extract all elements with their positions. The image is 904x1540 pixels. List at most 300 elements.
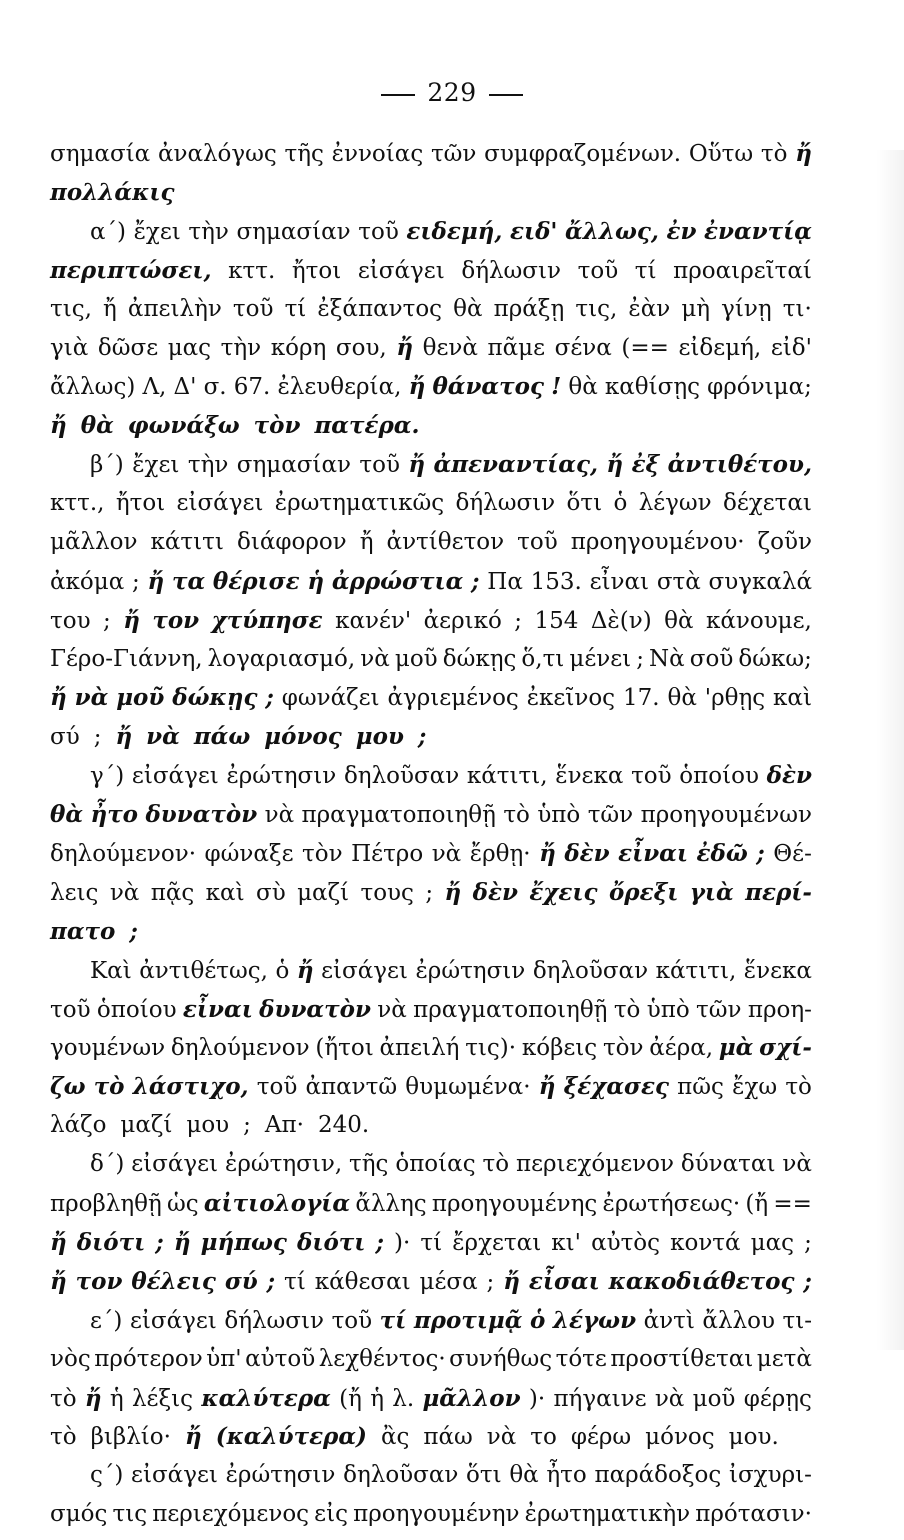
word: θὰ (453, 295, 483, 322)
emphasized-word: τον (75, 1267, 123, 1295)
emphasized-word: ἤ (50, 684, 67, 712)
word: συμφραζομένων. (484, 141, 682, 167)
word: προηγουμένην (353, 1501, 520, 1528)
word: ἔρθῃ· (469, 841, 531, 868)
text-line (50, 1073, 812, 1112)
word: προηγουμένων (640, 802, 812, 829)
word: γουμένων (50, 1035, 166, 1062)
emphasized-word: ειδ' (509, 217, 558, 245)
emphasized-word: προτιμᾷ (413, 1306, 523, 1334)
word: τις (112, 1501, 148, 1528)
word: προαιρεῖταί (673, 257, 812, 284)
emphasized-word: ἤ (444, 878, 462, 906)
word: τὸν (302, 841, 343, 868)
word: ἀντίθετον (386, 528, 505, 555)
word: λεις (50, 879, 99, 906)
emphasized-word: ἐξ (631, 451, 660, 479)
emphasized-word: εἶσαι (528, 1267, 600, 1295)
emphasized-word: πάω (193, 723, 251, 751)
emphasized-word: ; (129, 917, 138, 945)
word: τὴν (187, 452, 229, 479)
page-number (0, 78, 904, 107)
text-line (50, 1268, 812, 1307)
word: θὰ (667, 685, 697, 712)
emphasized-word: ; (266, 1267, 276, 1295)
word: δήλωσιν (224, 1307, 325, 1334)
word: τὸ (503, 802, 530, 829)
word: τὸ (50, 1385, 77, 1412)
word: φώναξε (204, 841, 294, 868)
emphasized-word: ; (756, 840, 765, 868)
word: θὰ (568, 374, 598, 401)
emphasized-word: ὁ (530, 1306, 546, 1334)
word: ; (93, 724, 102, 751)
word: σύ (50, 724, 80, 751)
word: σ. (203, 374, 227, 401)
emphasized-word: μᾶλλον (422, 1384, 521, 1412)
emphasized-word: τα (171, 567, 206, 595)
word: κττ., (50, 490, 105, 517)
word: ἔχει (133, 218, 181, 245)
word: δηλοῦσαν (532, 957, 649, 984)
word: εἰσάγει (321, 957, 408, 984)
word: δύναται (680, 1151, 776, 1178)
word: ἀπειλὴν (127, 295, 222, 322)
emphasized-word: ἤ (123, 606, 140, 634)
word: ὁποίου (96, 996, 177, 1023)
word: νὸς (50, 1345, 91, 1372)
emphasized-word: θέρισε (212, 567, 300, 595)
word: Πα (487, 568, 523, 595)
word: Γέρο-Γιάννη, (50, 645, 203, 672)
emphasized-word: λάστιχο, (132, 1073, 249, 1101)
emphasized-word: πολλάκις (50, 178, 175, 206)
emphasized-word: καλύτερα (201, 1384, 331, 1412)
emphasized-word: ξέχασες (563, 1073, 669, 1101)
text-line (50, 1385, 812, 1424)
word: θὰ (509, 1462, 539, 1489)
word: λεχθέντος· (318, 1345, 446, 1372)
word: Δὲ(ν) (590, 607, 652, 634)
word: μου. (728, 1424, 779, 1451)
word: Πέτρο (351, 841, 424, 868)
page-number-value: 229 (427, 78, 477, 107)
word: τῶν (696, 996, 742, 1023)
word: κάτιτι, (466, 763, 548, 790)
emphasized-word: ; (155, 1228, 164, 1256)
text-line (50, 1462, 812, 1501)
word: νὰ (782, 1151, 812, 1178)
emphasized-word: πατέρα. (314, 412, 420, 440)
body-text (50, 140, 812, 1540)
word: αὐτοῦ (245, 1345, 316, 1372)
word: ἐκεῖνος (526, 685, 616, 712)
emphasized-word: ἤ (606, 451, 624, 479)
word: κόρη (270, 335, 327, 362)
word: δώκω; (738, 645, 812, 672)
word: ζοῦν (757, 528, 812, 555)
emphasized-word: ἀπεναντίας, (433, 451, 598, 479)
word: τὸ (482, 1151, 510, 1178)
word: ἀναλόγως (157, 141, 277, 167)
emphasized-word: τον (152, 606, 200, 634)
word: αὐτὸς (591, 1229, 661, 1256)
word: πᾶμε (487, 335, 546, 362)
word: συγκαλά (708, 568, 812, 595)
word: τοῦ (331, 1307, 373, 1334)
word: == (773, 1191, 812, 1218)
emphasized-word: περί- (745, 878, 812, 906)
word: ; (103, 607, 111, 634)
word: πήγαινε (553, 1385, 647, 1412)
word: νὰ (654, 1385, 685, 1412)
word: τοῦ (256, 1074, 298, 1101)
word: ἰσχυρι- (728, 1462, 812, 1489)
word: τοῦ (517, 528, 558, 555)
word: μετὰ (756, 1345, 812, 1372)
word: τις)· (465, 1035, 517, 1062)
word: τὸ (760, 141, 788, 167)
word: φέρω (570, 1424, 632, 1451)
emphasized-word: ἄλλως, (565, 217, 659, 245)
word: ; (636, 645, 644, 672)
text-line (50, 1190, 812, 1229)
word: 'ρθῃς (704, 685, 766, 712)
word: τί (284, 1268, 306, 1295)
word: ἐρώτησιν, (225, 1151, 343, 1178)
word: δέχεται (723, 490, 812, 517)
text-line (50, 1501, 812, 1540)
emphasized-word: ὄρεξι (608, 878, 679, 906)
word: τὴν (220, 335, 262, 362)
word: ὡς (166, 1191, 199, 1218)
word: σένα (554, 335, 612, 362)
emphasized-word: αἰτιολογία (203, 1190, 351, 1218)
word: τοῦ (232, 295, 274, 322)
word: δ΄) (90, 1151, 125, 1178)
word: τοῦ (577, 257, 619, 284)
word: μέσα (419, 1268, 478, 1295)
word: (ἤ (339, 1385, 362, 1412)
emphasized-word: νὰ (74, 684, 109, 712)
word: μαζί (120, 1112, 173, 1139)
emphasized-word: (καλύτερα) (215, 1423, 367, 1451)
word: ἔρχεται (452, 1229, 542, 1256)
emphasized-word: ἤ (173, 1228, 191, 1256)
text-line (50, 334, 812, 373)
word: ἡ (109, 1385, 124, 1412)
word: τί (634, 257, 657, 284)
word: ὁ (613, 490, 628, 517)
word: νὰ (486, 1424, 517, 1451)
word: κάνουμε, (705, 607, 812, 634)
word: το (530, 1424, 557, 1451)
word: ἄλλης (355, 1191, 427, 1218)
emphasized-word: γιὰ (689, 878, 734, 906)
emphasized-word: ἤ (296, 956, 314, 984)
word: συνήθως (449, 1345, 553, 1372)
word: Απ· (264, 1112, 304, 1139)
word: ἀντὶ (643, 1307, 695, 1334)
word: πρότερον (94, 1345, 203, 1372)
word: 154 (534, 607, 579, 634)
page-number-dash-right (489, 94, 523, 96)
bleed-through-shadow (876, 150, 904, 1350)
emphasized-word: ἤ (50, 1228, 67, 1256)
word: ; (131, 568, 140, 595)
word: κάθεσαι (314, 1268, 411, 1295)
word: σημασίαν (236, 218, 351, 245)
emphasized-word: ἤ (50, 412, 67, 440)
word: λ. (392, 1385, 415, 1412)
word: ς΄) (90, 1462, 124, 1489)
word: μὴ (681, 295, 711, 322)
word: ἄλλως) (50, 374, 136, 401)
emphasized-word: ; (375, 1228, 384, 1256)
word: μου (186, 1112, 230, 1139)
emphasized-word: ἤ (408, 451, 426, 479)
word: ὑπ' (206, 1345, 242, 1372)
emphasized-word: ἤ (538, 1073, 556, 1101)
emphasized-word: θέλεις (131, 1267, 216, 1295)
word: ὁποίου (679, 763, 759, 790)
word: σὺ (256, 879, 286, 906)
word: δηλούμενον· (50, 841, 197, 868)
word: ἀέρα, (649, 1035, 714, 1062)
word: ἐλευθερία, (277, 374, 402, 401)
word: ἔχει (132, 452, 180, 479)
word: (== (621, 335, 669, 362)
word: θενὰ (422, 335, 478, 362)
word: τοῦ (631, 763, 672, 790)
word: ἄλλου (702, 1307, 775, 1334)
word: ἀερικό (423, 607, 502, 634)
word: φωνάζει (281, 685, 380, 712)
text-line (50, 762, 812, 801)
word: εἰσάγει (357, 257, 445, 284)
word: τις, (575, 295, 618, 322)
word: μας (750, 1229, 794, 1256)
emphasized-word: δὲν (472, 878, 518, 906)
text-line (50, 840, 812, 879)
word: του (50, 607, 91, 634)
emphasized-word: μοῦ (116, 684, 165, 712)
word: ὑπὸ (537, 802, 581, 829)
word: ἤτοι (291, 257, 342, 284)
emphasized-word: μόνος (264, 723, 342, 751)
word: τί (420, 1229, 443, 1256)
word: τὸ (785, 1074, 812, 1101)
word: πάω (423, 1424, 473, 1451)
emphasized-word: ἤ (503, 1267, 520, 1295)
emphasized-word: ; (417, 723, 427, 751)
page-number-dash-left (381, 94, 415, 96)
word: δῶσε (97, 335, 159, 362)
word: πραγματοποιηθῇ (301, 802, 496, 829)
word: τότε (555, 1345, 607, 1372)
emphasized-word: ειδεμή, (406, 217, 503, 245)
word: ὅ,τι (521, 645, 565, 672)
text-line (50, 801, 812, 840)
word: κοντά (670, 1229, 741, 1256)
word: ἐρωτηματικῶς (274, 490, 445, 517)
word: (ἤτοι (315, 1035, 374, 1062)
word: Θέ- (773, 841, 812, 868)
emphasized-word: μὰ (718, 1034, 754, 1062)
word: ἡ (370, 1385, 384, 1412)
emphasized-word: μήπως (200, 1228, 287, 1256)
word: νὰ (377, 996, 407, 1023)
word: νὰ (109, 879, 140, 906)
word: κάτιτι, (655, 957, 737, 984)
word: γίνῃ (721, 295, 772, 322)
word: κανέν' (335, 607, 412, 634)
text-line (50, 684, 812, 723)
word: 240. (317, 1112, 370, 1139)
emphasized-word: ; (265, 684, 274, 712)
word: νὰ (360, 645, 390, 672)
emphasized-word: ζω (50, 1073, 86, 1101)
word: ἀπειλή (379, 1035, 460, 1062)
text-line (50, 257, 812, 296)
word: πῶς (677, 1074, 724, 1101)
word: ἀγριεμένος (387, 685, 519, 712)
word: μᾶλλον (50, 528, 138, 555)
word: τῆς (284, 141, 324, 167)
word: ὑπὸ (646, 996, 690, 1023)
word: κάτιτι (150, 528, 224, 555)
word: φέρῃς (743, 1385, 812, 1412)
word: μοῦ (394, 645, 438, 672)
word: ; (425, 879, 434, 906)
word: παράδοξος (594, 1462, 722, 1489)
word: μένει (569, 645, 632, 672)
word: τῆς (349, 1151, 389, 1178)
word: θὰ (664, 607, 694, 634)
word: δηλούμενον (170, 1035, 310, 1062)
word: περιεχόμενος (152, 1501, 310, 1528)
word: Οὕτω (688, 141, 754, 167)
text-line (50, 996, 812, 1035)
word: τοῦ (50, 996, 91, 1023)
word: )· (528, 1385, 546, 1412)
word: ἐξάπαντος (317, 295, 443, 322)
emphasized-word: θὰ (80, 412, 114, 440)
word: εἰσάγει (176, 490, 264, 517)
word: ἐρώτησιν (225, 1462, 336, 1489)
emphasized-word: δώκῃς (172, 684, 258, 712)
word: εἰδεμή, (678, 335, 762, 362)
word: ; (514, 607, 523, 634)
emphasized-word: μου (355, 723, 404, 751)
word: προστίθεται (610, 1345, 754, 1372)
text-line (50, 1346, 812, 1385)
emphasized-word: δυνατὸν (259, 995, 371, 1023)
word: )· (394, 1229, 411, 1256)
text-line (50, 1151, 812, 1190)
emphasized-word: τὸν (253, 412, 301, 440)
word: εἰσάγει (131, 763, 219, 790)
word: ὁποίας (395, 1151, 476, 1178)
word: 17. (622, 685, 660, 712)
emphasized-word: λέγων (552, 1306, 637, 1334)
emphasized-word: νὰ (146, 723, 180, 751)
word: τοῦ (358, 218, 399, 245)
word: μας (167, 335, 212, 362)
word: θυμωμένα· (405, 1074, 531, 1101)
word: τοῦ (359, 452, 400, 479)
word: εἰδ' (770, 335, 812, 362)
word: Καὶ (90, 957, 132, 984)
emphasized-word: ἡ (307, 567, 325, 595)
word: τὸ (50, 1424, 77, 1451)
word: ἦτο (546, 1462, 587, 1489)
word: τῶν (430, 141, 477, 167)
word: δώκῃς (442, 645, 517, 672)
word: καὶ (205, 879, 245, 906)
word: ἀπαντῶ (305, 1074, 398, 1101)
emphasized-word: δυνατὸν (145, 801, 258, 829)
word: τῶν (587, 802, 634, 829)
word: τι· (782, 295, 812, 322)
word: τὸν (602, 1035, 644, 1062)
word: πραγματοποιηθῇ (413, 996, 608, 1023)
word: τὴν (188, 218, 229, 245)
emphasized-word: ἤ (396, 334, 414, 362)
word: σημασίαν (236, 452, 351, 479)
emphasized-word: ἀρρώστια (331, 567, 464, 595)
text-line (50, 412, 812, 451)
emphasized-word: θάνατος (432, 373, 544, 401)
word: Νὰ (649, 645, 685, 672)
word: κι' (551, 1229, 581, 1256)
emphasized-word: ἤ (84, 1384, 102, 1412)
word: πᾷς (150, 879, 195, 906)
word: σμός (50, 1501, 108, 1528)
emphasized-word: πατο (50, 917, 116, 945)
word: ἐρώτησιν (226, 763, 337, 790)
word: εἰς (314, 1501, 348, 1528)
word: ἂς (380, 1424, 410, 1451)
word: νὰ (431, 841, 462, 868)
text-line (50, 723, 812, 762)
word: 67. (233, 374, 271, 401)
emphasized-word: θὰ (50, 801, 84, 829)
word: ε΄) (90, 1307, 123, 1334)
word: δήλωσιν (461, 257, 562, 284)
word: τι- (782, 1307, 812, 1334)
emphasized-word: τί (379, 1306, 407, 1334)
emphasized-word: δὲν (766, 762, 812, 790)
word: μόνος (645, 1424, 715, 1451)
word: καὶ (773, 685, 812, 712)
word: προη- (747, 996, 812, 1023)
word: ἐρωτηματικὴν (524, 1501, 691, 1528)
text-line (50, 646, 812, 685)
word: λάζο (50, 1112, 107, 1139)
word: δήλωσιν (455, 490, 556, 517)
text-line (50, 529, 812, 568)
text-line (50, 451, 812, 490)
text-line (50, 490, 812, 529)
word: ὁ (275, 957, 290, 984)
emphasized-word: ἤ (147, 567, 165, 595)
word: δηλοῦσαν (343, 763, 460, 790)
word: (ἤ (745, 1191, 769, 1218)
word: προηγουμένου· (570, 528, 745, 555)
word: πράξῃ (493, 295, 565, 322)
word: μαζί (297, 879, 350, 906)
